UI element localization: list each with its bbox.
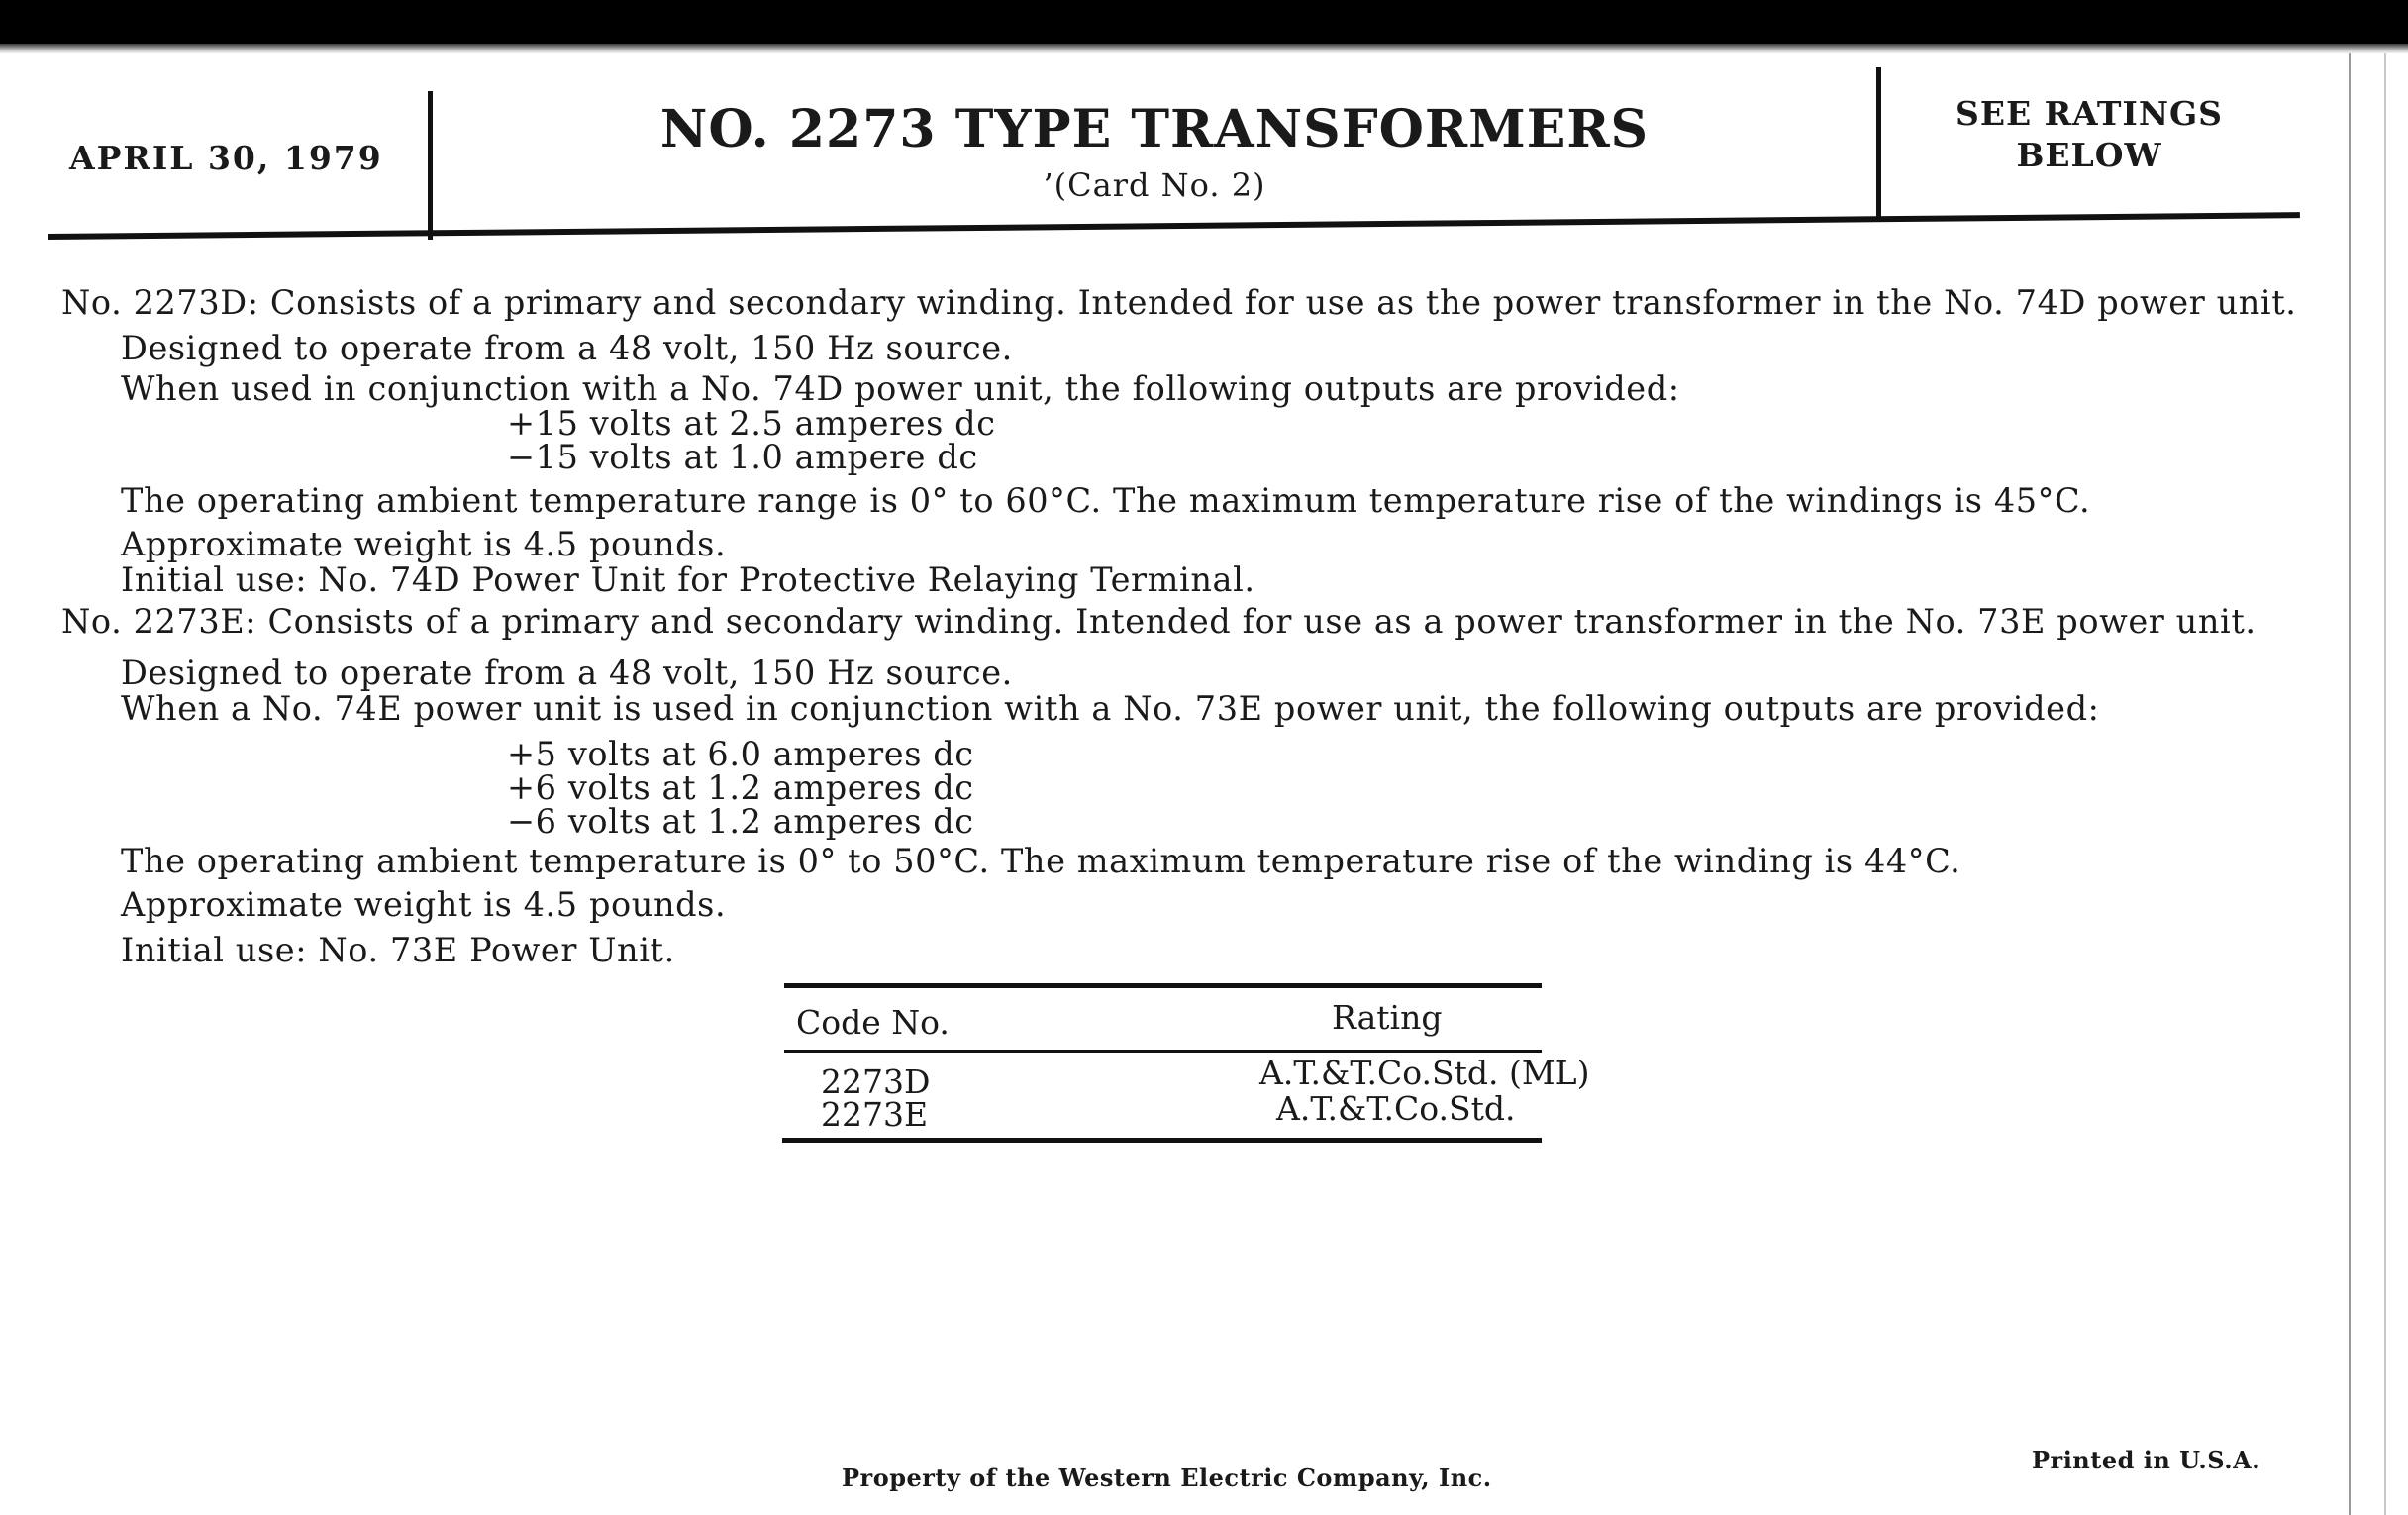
card-edge-line: [2349, 53, 2351, 1515]
card-edge-line-outer: [2384, 53, 2386, 1515]
footer-property: Property of the Western Electric Company, Inc.: [842, 1464, 1492, 1492]
table-header-rating: Rating: [1332, 998, 1443, 1037]
table-cell-rating: A.T.&T.Co.Std.: [1276, 1089, 1516, 1128]
output-line: +15 volts at 2.5 amperes dc: [507, 404, 996, 443]
section-2273d-line2: Designed to operate from a 48 volt, 150 Hz source.: [121, 329, 1013, 367]
section-2273e-weight: Approximate weight is 4.5 pounds.: [121, 885, 727, 924]
section-2273d-initial-use: Initial use: No. 74D Power Unit for Protective Relaying Terminal.: [121, 560, 1255, 599]
section-2273d-label: No. 2273D:: [61, 283, 259, 322]
table-header-rule: [784, 1050, 1542, 1053]
section-2273e-line2: Designed to operate from a 48 volt, 150 Hz source.: [121, 654, 1013, 692]
table-cell-code: 2273E: [821, 1095, 929, 1134]
table-top-rule: [784, 983, 1542, 988]
ratings-note-line2: BELOW: [2016, 136, 2162, 174]
table-cell-code: 2273D: [821, 1062, 931, 1101]
card-number: ’(Card No. 2): [1043, 166, 1266, 204]
section-2273d-temp: The operating ambient temperature range is 0° to 60°C. The maximum temperature rise of the windings is 45°C.: [121, 481, 2091, 520]
section-2273d-line1: Consists of a primary and secondary winding. Intended for use as the power transformer in the No. 74D power unit.: [269, 283, 2297, 322]
page-title: NO. 2273 TYPE TRANSFORMERS: [659, 99, 1650, 159]
section-2273e-label: No. 2273E:: [61, 602, 257, 641]
card-date: APRIL 30, 1979: [69, 139, 383, 177]
section-2273e-line1: Consists of a primary and secondary winding. Intended for use as a power transformer in the No. 73E power unit.: [267, 602, 2257, 641]
ratings-note-line1: SEE RATINGS: [1955, 94, 2224, 133]
footer-printed: Printed in U.S.A.: [2032, 1446, 2261, 1474]
output-line: +6 volts at 1.2 amperes dc: [507, 768, 974, 807]
section-2273d-line3: When used in conjunction with a No. 74D power unit, the following outputs are provided:: [121, 369, 1680, 408]
table-cell-rating: A.T.&T.Co.Std. (ML): [1259, 1054, 1590, 1092]
output-line: +5 volts at 6.0 amperes dc: [507, 735, 974, 773]
output-line: −15 volts at 1.0 ampere dc: [507, 438, 978, 476]
scan-edge-shadow: [0, 44, 2408, 53]
section-2273e-heading: [61, 602, 2257, 641]
section-2273e-line3: When a No. 74E power unit is used in conjunction with a No. 73E power unit, the following outputs are provided:: [121, 689, 2100, 728]
ratings-note: [1881, 93, 2297, 176]
table-bottom-rule: [782, 1138, 1542, 1143]
section-2273d-heading: [61, 283, 2297, 322]
section-2273d-weight: Approximate weight is 4.5 pounds.: [121, 525, 727, 563]
header-rule: [48, 212, 2300, 240]
table-header-code: Code No.: [796, 1003, 950, 1042]
output-line: −6 volts at 1.2 amperes dc: [507, 802, 974, 841]
scan-top-border: [0, 0, 2408, 50]
section-2273e-initial-use: Initial use: No. 73E Power Unit.: [121, 931, 675, 969]
section-2273e-temp: The operating ambient temperature is 0° to 50°C. The maximum temperature rise of the winding is 44°C.: [121, 842, 1961, 880]
